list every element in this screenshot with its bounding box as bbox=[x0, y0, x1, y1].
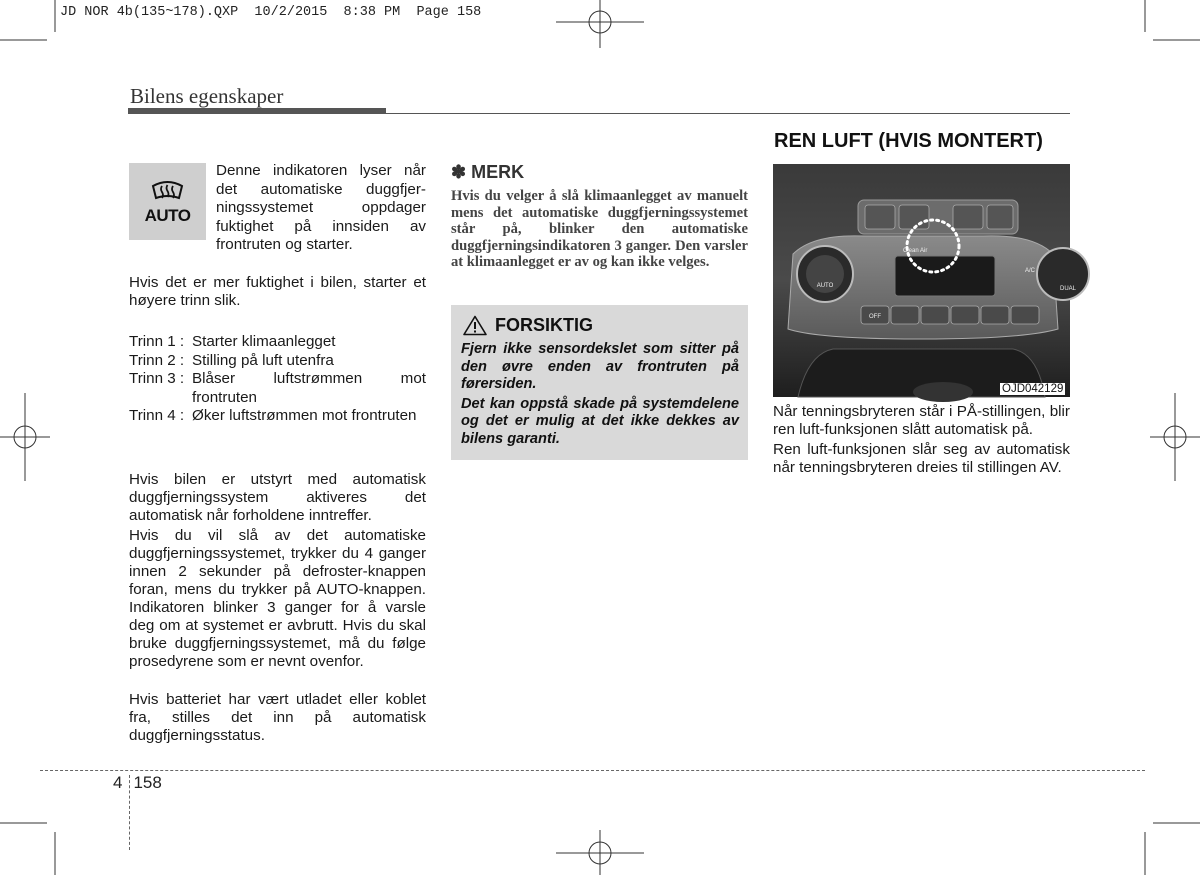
indicator-auto-label: AUTO bbox=[144, 206, 191, 225]
page-number bbox=[113, 773, 162, 793]
page-number-value: 158 bbox=[133, 773, 162, 792]
step-item bbox=[129, 352, 426, 371]
photo-dual-label: DUAL bbox=[1060, 286, 1077, 292]
photo-off-label: OFF bbox=[869, 314, 881, 320]
step-value: Stilling på luft utenfra bbox=[192, 351, 334, 369]
steps-list bbox=[129, 333, 426, 426]
chapter-number: 4 bbox=[113, 773, 123, 792]
step-key: Trinn 3 : bbox=[129, 370, 185, 387]
indicator-description: Denne indikatoren lyser når det automatiske duggfjer-ningssystemet oppdager fuktighet på innsiden av frontruten og starter. bbox=[216, 162, 426, 253]
caution-paragraph: Fjern ikke sensordekslet som sitter på den øvre enden av frontruten på førersiden. bbox=[461, 341, 739, 392]
clean-air-heading: REN LUFT (HVIS MONTERT) bbox=[774, 130, 1043, 152]
step-item bbox=[129, 407, 426, 426]
section-title: Bilens egenskaper bbox=[130, 84, 284, 108]
photo-auto-label: AUTO bbox=[816, 283, 834, 289]
step-key: Trinn 4 : bbox=[129, 407, 185, 424]
step-value: Øker luftstrømmen mot frontruten bbox=[192, 407, 417, 424]
step-item bbox=[129, 370, 426, 407]
step-value: Starter klimaanlegget bbox=[192, 333, 336, 350]
header-rule-thick bbox=[128, 108, 386, 114]
note-heading: ✽ MERK bbox=[451, 162, 525, 182]
caution-box bbox=[451, 305, 748, 460]
photo-clean-air-label: Clean Air bbox=[903, 248, 928, 254]
windshield-defog-icon bbox=[150, 176, 185, 204]
step-key: Trinn 2 : bbox=[129, 351, 185, 369]
step-item bbox=[129, 333, 426, 352]
note-body: Hvis du velger å slå klimaanlegget av manuelt mens det automatiske duggfjerningssystemet står på, blinker den automatiske duggfjerningsindikatoren 3 ganger. Den varsler at klimaanlegget er av og kan ikke velges. bbox=[451, 188, 748, 271]
photo-ac-label: A/C bbox=[1025, 268, 1036, 274]
photo-caption: OJD042129 bbox=[1002, 383, 1064, 395]
climate-control-photo bbox=[773, 164, 1077, 397]
clean-air-text bbox=[773, 403, 1070, 477]
caution-header bbox=[463, 315, 593, 336]
clean-air-paragraph-off: Ren luft-funksjonen slår seg av automatisk når tenningsbryteren dreies til stillingen AV. bbox=[773, 441, 1070, 476]
caution-body bbox=[461, 341, 739, 448]
caution-paragraph: Det kan oppstå skade på systemdelene og det er mulig at det ikke dekkes av bilens garanti. bbox=[461, 395, 739, 447]
header-rule-thin bbox=[386, 113, 1070, 114]
step-key: Trinn 1 : bbox=[129, 333, 185, 350]
auto-defog-indicator bbox=[129, 163, 206, 240]
step-value: Blåser luftstrømmen mot frontruten bbox=[192, 370, 426, 406]
print-header: JD NOR 4b(135~178).QXP 10/2/2015 8:38 PM Page 158 bbox=[60, 5, 482, 20]
caution-heading: FORSIKTIG bbox=[495, 315, 593, 335]
paragraph-turn-off: Hvis du vil slå av det automatiske duggfjerningssystemet, trykker du 4 ganger innen 2 sekunder på defroster-knappen foran, mens du trykker på AUTO-knappen. Indikatoren blinker 3 ganger for å varsle deg om at systemet er avbrutt. Hvis du skal bruke duggfjerningssystemet, må du følge prosedyrene som er nevnt ovenfor. bbox=[129, 527, 426, 670]
paragraph-more-humidity: Hvis det er mer fuktighet i bilen, starter et høyere trinn slik. bbox=[129, 274, 426, 309]
footer-divider bbox=[40, 770, 1145, 771]
paragraph-battery: Hvis batteriet har vært utladet eller koblet fra, stilles det inn på automatisk duggfjerningsstatus. bbox=[129, 691, 426, 744]
paragraph-auto-activation: Hvis bilen er utstyrt med automatisk duggfjerningssystem aktiveres det automatisk når forholdene inntreffer. bbox=[129, 471, 426, 524]
warning-triangle-icon bbox=[463, 315, 487, 336]
clean-air-paragraph-on: Når tenningsbryteren står i PÅ-stillingen, blir ren luft-funksjonen slått automatisk på. bbox=[773, 403, 1070, 438]
